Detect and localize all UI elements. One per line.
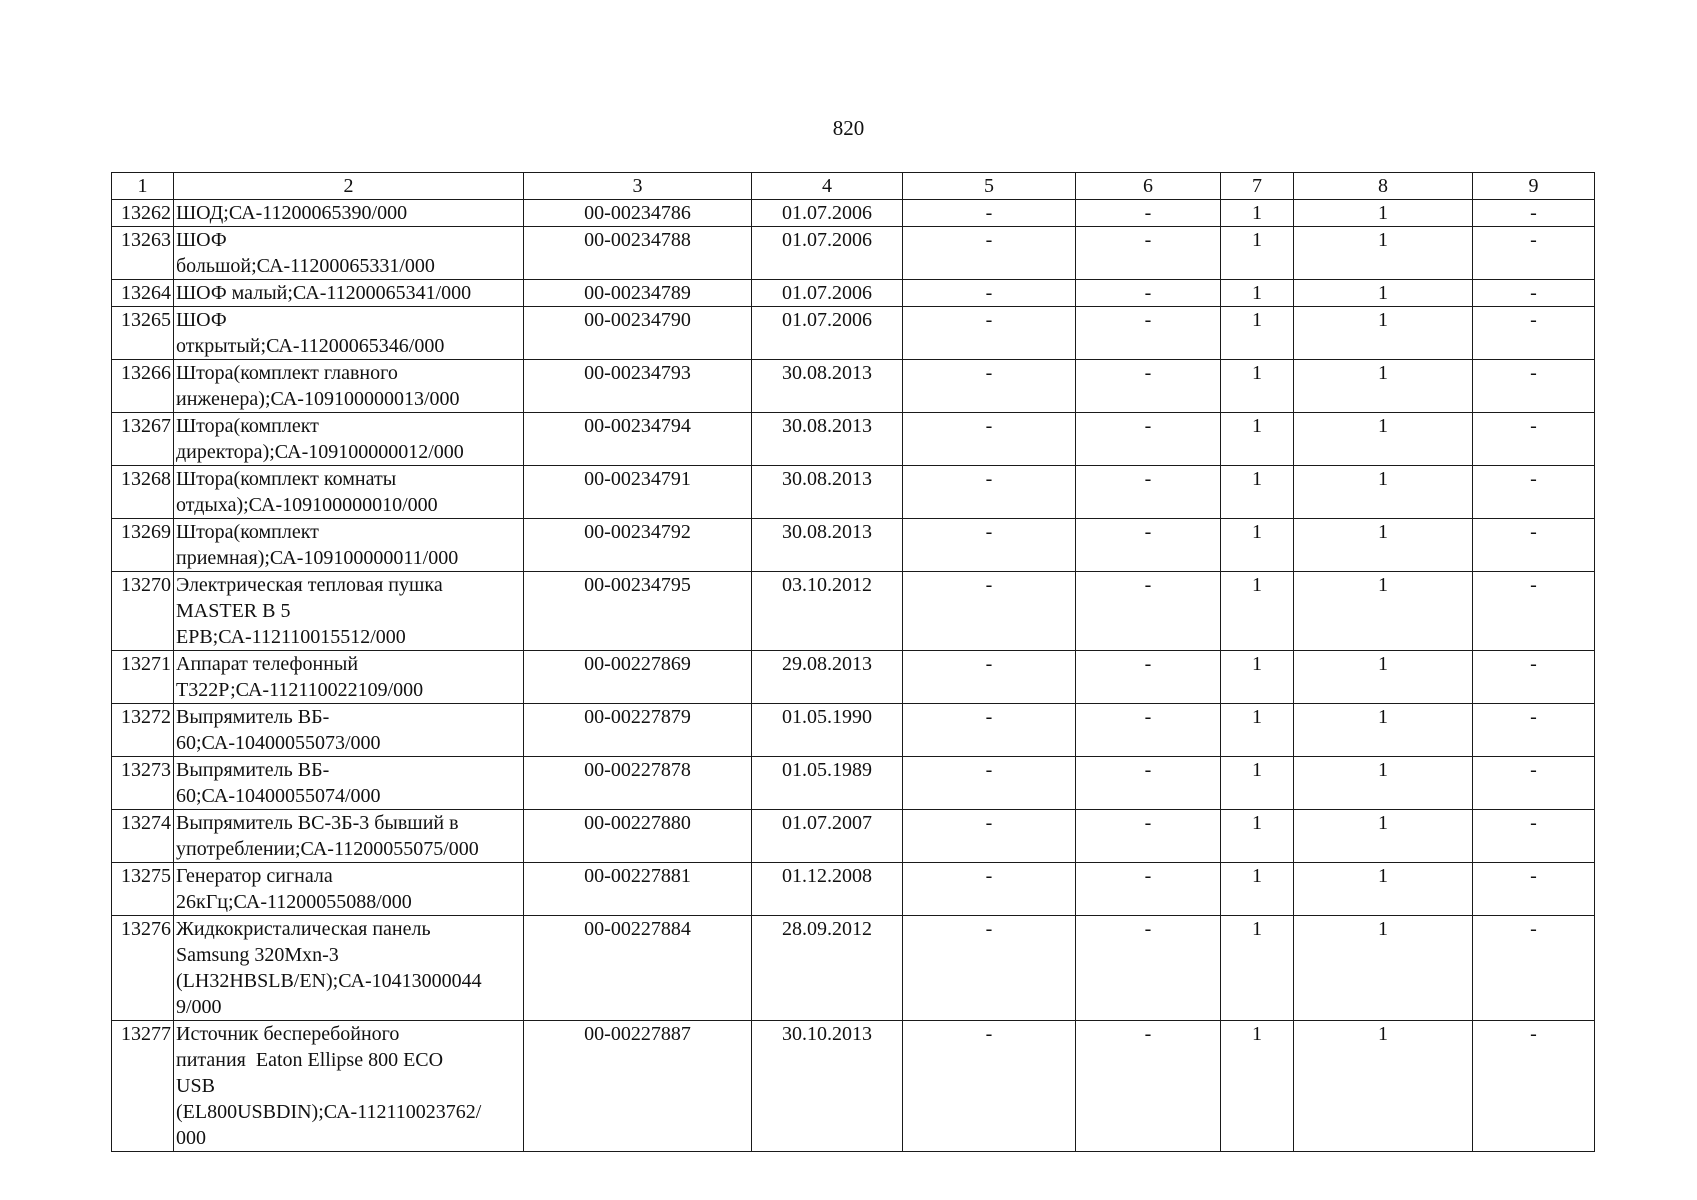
table-row	[112, 200, 1595, 227]
col-6-value: -	[1076, 1021, 1221, 1152]
table-row	[112, 651, 1595, 704]
header-row	[112, 173, 1595, 200]
row-number: 13265	[112, 307, 174, 360]
date: 30.08.2013	[752, 360, 903, 413]
row-number: 13274	[112, 810, 174, 863]
col-7-value: 1	[1221, 519, 1294, 572]
inventory-number: 00-00234789	[524, 280, 752, 307]
col-8-value: 1	[1294, 1021, 1473, 1152]
date: 30.08.2013	[752, 413, 903, 466]
col-8-value: 1	[1294, 466, 1473, 519]
col-5-value: -	[903, 1021, 1076, 1152]
row-number: 13266	[112, 360, 174, 413]
col-6-value: -	[1076, 227, 1221, 280]
col-5-value: -	[903, 227, 1076, 280]
column-header: 9	[1473, 173, 1595, 200]
col-5-value: -	[903, 757, 1076, 810]
col-7-value: 1	[1221, 227, 1294, 280]
table-row	[112, 227, 1595, 280]
item-name: Аппарат телефонный Т322Р;СА-112110022109/000	[174, 651, 524, 704]
col-6-value: -	[1076, 519, 1221, 572]
col-5-value: -	[903, 651, 1076, 704]
column-header: 6	[1076, 173, 1221, 200]
col-8-value: 1	[1294, 863, 1473, 916]
inventory-number: 00-00234791	[524, 466, 752, 519]
item-name: Штора(комплект комнаты отдыха);СА-109100000010/000	[174, 466, 524, 519]
col-8-value: 1	[1294, 572, 1473, 651]
item-name: Выпрямитель ВБ- 60;СА-10400055074/000	[174, 757, 524, 810]
item-name: ШОФ большой;СА-11200065331/000	[174, 227, 524, 280]
col-9-value: -	[1473, 1021, 1595, 1152]
inventory-number: 00-00227869	[524, 651, 752, 704]
date: 29.08.2013	[752, 651, 903, 704]
page-number: 820	[832, 116, 865, 140]
col-6-value: -	[1076, 916, 1221, 1021]
column-header: 7	[1221, 173, 1294, 200]
table-row	[112, 280, 1595, 307]
table-row	[112, 413, 1595, 466]
col-6-value: -	[1076, 200, 1221, 227]
col-5-value: -	[903, 810, 1076, 863]
col-9-value: -	[1473, 413, 1595, 466]
col-5-value: -	[903, 572, 1076, 651]
table-row	[112, 1021, 1595, 1152]
col-9-value: -	[1473, 651, 1595, 704]
date: 01.07.2006	[752, 227, 903, 280]
row-number: 13277	[112, 1021, 174, 1152]
col-9-value: -	[1473, 757, 1595, 810]
column-header: 5	[903, 173, 1076, 200]
col-6-value: -	[1076, 651, 1221, 704]
row-number: 13272	[112, 704, 174, 757]
inventory-number: 00-00234793	[524, 360, 752, 413]
table-row	[112, 916, 1595, 1021]
date: 03.10.2012	[752, 572, 903, 651]
col-6-value: -	[1076, 360, 1221, 413]
date: 30.08.2013	[752, 466, 903, 519]
row-number: 13275	[112, 863, 174, 916]
date: 01.05.1989	[752, 757, 903, 810]
col-5-value: -	[903, 307, 1076, 360]
col-8-value: 1	[1294, 413, 1473, 466]
column-header: 2	[174, 173, 524, 200]
date: 01.07.2006	[752, 280, 903, 307]
col-6-value: -	[1076, 572, 1221, 651]
col-6-value: -	[1076, 704, 1221, 757]
col-7-value: 1	[1221, 307, 1294, 360]
item-name: ШОД;СА-11200065390/000	[174, 200, 524, 227]
table-row	[112, 863, 1595, 916]
row-number: 13268	[112, 466, 174, 519]
item-name: Штора(комплект главного инженера);СА-109100000013/000	[174, 360, 524, 413]
col-8-value: 1	[1294, 704, 1473, 757]
col-7-value: 1	[1221, 466, 1294, 519]
item-name: Выпрямитель ВБ- 60;СА-10400055073/000	[174, 704, 524, 757]
date: 01.07.2006	[752, 307, 903, 360]
inventory-number: 00-00227880	[524, 810, 752, 863]
inventory-number: 00-00234790	[524, 307, 752, 360]
col-7-value: 1	[1221, 863, 1294, 916]
table-row	[112, 704, 1595, 757]
col-9-value: -	[1473, 227, 1595, 280]
inventory-table	[111, 172, 1595, 1152]
col-7-value: 1	[1221, 916, 1294, 1021]
col-8-value: 1	[1294, 200, 1473, 227]
col-5-value: -	[903, 519, 1076, 572]
col-7-value: 1	[1221, 1021, 1294, 1152]
col-9-value: -	[1473, 200, 1595, 227]
item-name: Генератор сигнала 26кГц;СА-11200055088/000	[174, 863, 524, 916]
col-6-value: -	[1076, 280, 1221, 307]
col-9-value: -	[1473, 466, 1595, 519]
row-number: 13267	[112, 413, 174, 466]
col-9-value: -	[1473, 360, 1595, 413]
col-5-value: -	[903, 280, 1076, 307]
date: 28.09.2012	[752, 916, 903, 1021]
inventory-number: 00-00227887	[524, 1021, 752, 1152]
inventory-number: 00-00234794	[524, 413, 752, 466]
row-number: 13263	[112, 227, 174, 280]
item-name: Штора(комплект директора);СА-109100000012/000	[174, 413, 524, 466]
inventory-number: 00-00227878	[524, 757, 752, 810]
column-header: 3	[524, 173, 752, 200]
col-6-value: -	[1076, 810, 1221, 863]
col-6-value: -	[1076, 307, 1221, 360]
col-7-value: 1	[1221, 651, 1294, 704]
table-row	[112, 572, 1595, 651]
table-row	[112, 757, 1595, 810]
inventory-number: 00-00234786	[524, 200, 752, 227]
column-header: 1	[112, 173, 174, 200]
row-number: 13271	[112, 651, 174, 704]
row-number: 13262	[112, 200, 174, 227]
col-5-value: -	[903, 413, 1076, 466]
col-9-value: -	[1473, 519, 1595, 572]
date: 01.05.1990	[752, 704, 903, 757]
col-6-value: -	[1076, 757, 1221, 810]
col-9-value: -	[1473, 280, 1595, 307]
item-name: Электрическая тепловая пушка MASTER B 5 EPB;СА-112110015512/000	[174, 572, 524, 651]
table-row	[112, 810, 1595, 863]
inventory-number: 00-00234788	[524, 227, 752, 280]
col-7-value: 1	[1221, 280, 1294, 307]
date: 30.10.2013	[752, 1021, 903, 1152]
col-8-value: 1	[1294, 307, 1473, 360]
col-9-value: -	[1473, 307, 1595, 360]
col-9-value: -	[1473, 863, 1595, 916]
col-5-value: -	[903, 200, 1076, 227]
table-row	[112, 466, 1595, 519]
date: 30.08.2013	[752, 519, 903, 572]
col-8-value: 1	[1294, 360, 1473, 413]
inventory-number: 00-00227884	[524, 916, 752, 1021]
date: 01.12.2008	[752, 863, 903, 916]
item-name: ШОФ открытый;СА-11200065346/000	[174, 307, 524, 360]
col-6-value: -	[1076, 466, 1221, 519]
col-7-value: 1	[1221, 704, 1294, 757]
table-row	[112, 360, 1595, 413]
col-8-value: 1	[1294, 519, 1473, 572]
col-9-value: -	[1473, 916, 1595, 1021]
col-8-value: 1	[1294, 651, 1473, 704]
col-8-value: 1	[1294, 916, 1473, 1021]
date: 01.07.2006	[752, 200, 903, 227]
col-7-value: 1	[1221, 572, 1294, 651]
item-name: Источник бесперебойного питания Eaton Ellipse 800 ECO USB (EL800USBDIN);СА-112110023762/ 000	[174, 1021, 524, 1152]
col-7-value: 1	[1221, 810, 1294, 863]
col-5-value: -	[903, 704, 1076, 757]
item-name: Выпрямитель ВС-3Б-3 бывший в употреблении;СА-11200055075/000	[174, 810, 524, 863]
col-5-value: -	[903, 863, 1076, 916]
col-9-value: -	[1473, 572, 1595, 651]
row-number: 13270	[112, 572, 174, 651]
inventory-number: 00-00234792	[524, 519, 752, 572]
col-7-value: 1	[1221, 200, 1294, 227]
item-name: Жидкокристалическая панель Samsung 320Mxn-3 (LH32HBSLB/EN);СА-10413000044 9/000	[174, 916, 524, 1021]
col-8-value: 1	[1294, 227, 1473, 280]
table-row	[112, 519, 1595, 572]
col-6-value: -	[1076, 863, 1221, 916]
table-row	[112, 307, 1595, 360]
col-7-value: 1	[1221, 360, 1294, 413]
column-header: 4	[752, 173, 903, 200]
row-number: 13264	[112, 280, 174, 307]
col-5-value: -	[903, 466, 1076, 519]
col-8-value: 1	[1294, 280, 1473, 307]
column-header: 8	[1294, 173, 1473, 200]
col-5-value: -	[903, 916, 1076, 1021]
row-number: 13276	[112, 916, 174, 1021]
inventory-number: 00-00227881	[524, 863, 752, 916]
inventory-number: 00-00227879	[524, 704, 752, 757]
item-name: ШОФ малый;СА-11200065341/000	[174, 280, 524, 307]
item-name: Штора(комплект приемная);СА-109100000011/000	[174, 519, 524, 572]
row-number: 13269	[112, 519, 174, 572]
inventory-number: 00-00234795	[524, 572, 752, 651]
col-9-value: -	[1473, 810, 1595, 863]
date: 01.07.2007	[752, 810, 903, 863]
row-number: 13273	[112, 757, 174, 810]
col-5-value: -	[903, 360, 1076, 413]
col-8-value: 1	[1294, 757, 1473, 810]
col-7-value: 1	[1221, 413, 1294, 466]
col-6-value: -	[1076, 413, 1221, 466]
col-9-value: -	[1473, 704, 1595, 757]
col-8-value: 1	[1294, 810, 1473, 863]
col-7-value: 1	[1221, 757, 1294, 810]
